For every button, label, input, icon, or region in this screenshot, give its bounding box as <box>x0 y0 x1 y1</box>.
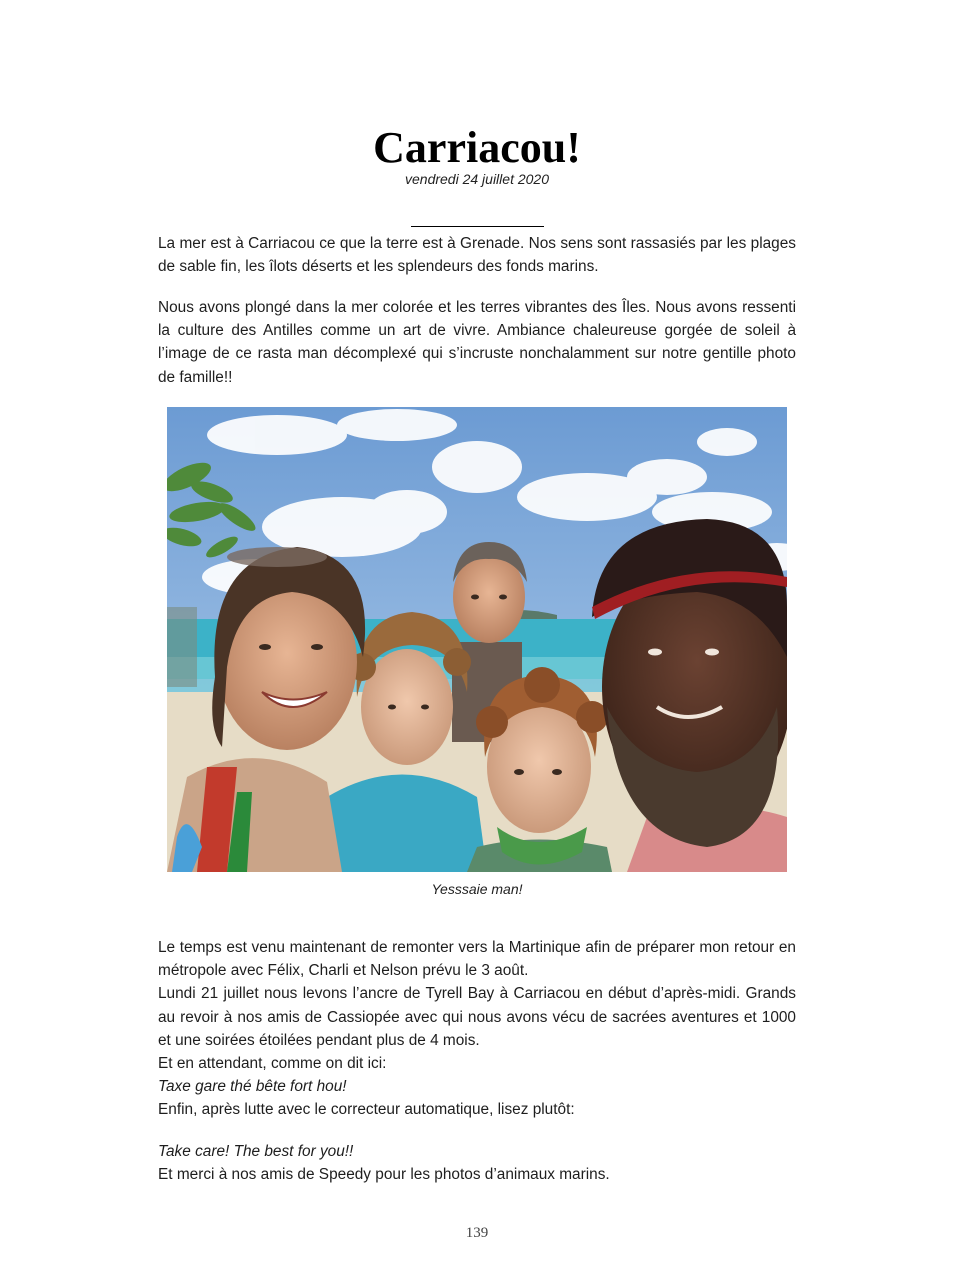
intro-paragraph-2: Nous avons plongé dans la mer colorée et les terres vibrantes des Îles. Nous avons ressenti la culture des Antilles comme un art de vivre. Ambiance chaleureuse gorgée de soleil à l’image de ce rasta man décomplexé qui s’incruste nonchalamment sur notre gentille photo de famille!! <box>158 299 796 386</box>
line-en-attendant: Et en attendant, comme on dit ici: <box>158 1055 387 1073</box>
title-divider <box>411 226 544 227</box>
line-creole-phrase: Taxe gare thé bête fort hou! <box>158 1078 347 1096</box>
body-paragraph-2: Lundi 21 juillet nous levons l’ancre de Tyrell Bay à Carriacou en début d’après-midi. Grands au revoir à nos amis de Cassiopée avec qui nous avons vécu de sacrées aventures et 1000 et une soirées étoilées pendant plus de 4 mois. <box>158 985 796 1049</box>
page-number: 139 <box>465 1225 489 1241</box>
line-english-phrase: Take care! The best for you!! <box>158 1143 354 1160</box>
post-date: vendredi 24 juillet 2020 <box>405 171 549 187</box>
intro-paragraph-1: La mer est à Carriacou ce que la terre est à Grenade. Nos sens sont rassasiés par les plages de sable fin, les îlots déserts et les splendeurs des fonds marins. <box>158 235 796 276</box>
closing-text <box>158 1140 796 1186</box>
page-title: Carriacou! <box>373 123 581 172</box>
body-paragraph-1: Le temps est venu maintenant de remonter vers la Martinique afin de préparer mon retour en métropole avec Félix, Charli et Nelson prévu le 3 août. <box>158 939 796 980</box>
family-selfie-photo <box>167 407 787 872</box>
photo-caption: Yesssaie man! <box>431 881 523 897</box>
line-merci: Et merci à nos amis de Speedy pour les photos d’animaux marins. <box>158 1166 610 1184</box>
line-enfin: Enfin, après lutte avec le correcteur automatique, lisez plutôt: <box>158 1101 575 1119</box>
body-text <box>158 936 796 1122</box>
